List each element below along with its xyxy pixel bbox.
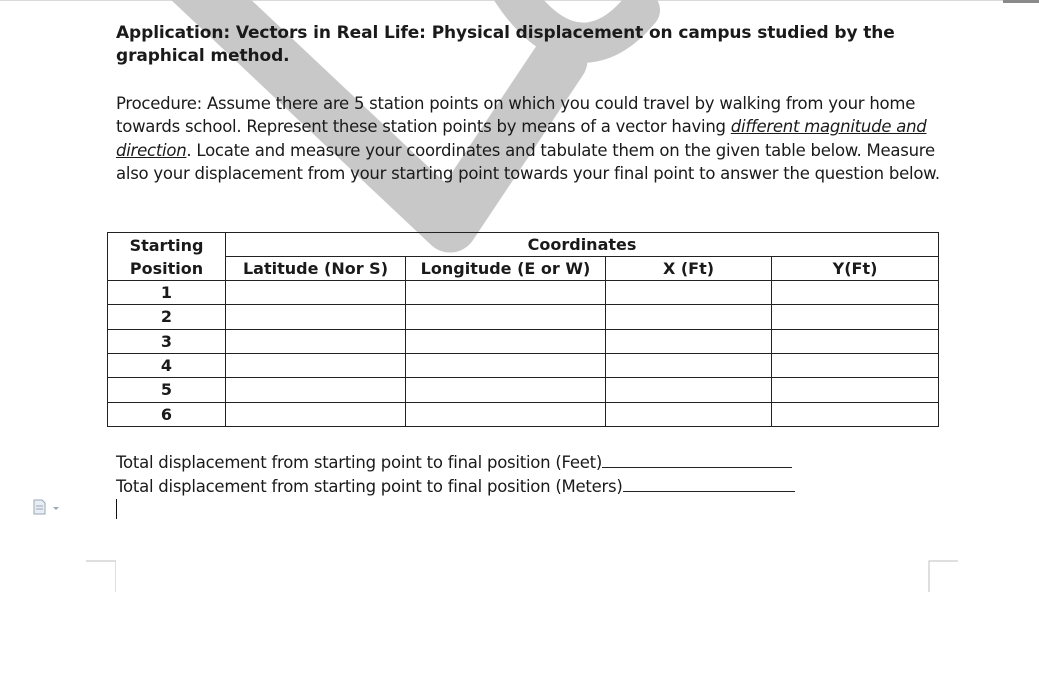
header-y-ft: Y(Ft) bbox=[772, 257, 939, 281]
cell-latitude[interactable] bbox=[226, 305, 406, 329]
cell-latitude[interactable] bbox=[226, 378, 406, 402]
top-border bbox=[0, 0, 1039, 1]
cell-y[interactable] bbox=[772, 402, 939, 426]
cell-y[interactable] bbox=[772, 353, 939, 377]
cell-x[interactable] bbox=[606, 402, 772, 426]
margin-corner-right bbox=[928, 560, 958, 592]
header-latitude: Latitude (Nor S) bbox=[226, 257, 406, 281]
cell-latitude[interactable] bbox=[226, 353, 406, 377]
header-starting-position bbox=[108, 233, 226, 281]
text-cursor bbox=[116, 499, 117, 519]
row-number: 3 bbox=[108, 329, 226, 353]
cell-y[interactable] bbox=[772, 378, 939, 402]
displacement-feet-line bbox=[116, 451, 792, 474]
document-options-icon[interactable] bbox=[33, 499, 61, 515]
table-row bbox=[108, 378, 939, 402]
procedure-emphasis: different magnitude and direction bbox=[116, 117, 927, 160]
cell-y[interactable] bbox=[772, 281, 939, 305]
procedure-text-start: Procedure: Assume there are 5 station points on which you could travel by walking from your home towards school. Represent these station points by means of a vector having bbox=[116, 94, 916, 137]
displacement-meters-line bbox=[116, 475, 795, 498]
procedure-paragraph bbox=[116, 92, 946, 185]
table-row bbox=[108, 402, 939, 426]
header-coordinates: Coordinates bbox=[226, 233, 939, 257]
cell-x[interactable] bbox=[606, 353, 772, 377]
header-position: Position bbox=[129, 258, 204, 278]
cell-latitude[interactable] bbox=[226, 281, 406, 305]
table-row bbox=[108, 305, 939, 329]
cell-latitude[interactable] bbox=[226, 402, 406, 426]
row-number: 2 bbox=[108, 305, 226, 329]
cell-x[interactable] bbox=[606, 281, 772, 305]
header-x-ft: X (Ft) bbox=[606, 257, 772, 281]
page-title: Application: Vectors in Real Life: Physical displacement on campus studied by the graphical method. bbox=[116, 23, 895, 66]
header-starting: Starting bbox=[129, 235, 204, 255]
procedure-text-end: . Locate and measure your coordinates and tabulate them on the given table below. Measure also your displacement from your starting point towards your final point to answer the question below. bbox=[116, 140, 940, 183]
cell-latitude[interactable] bbox=[226, 329, 406, 353]
cell-x[interactable] bbox=[606, 329, 772, 353]
table-row bbox=[108, 353, 939, 377]
cell-x[interactable] bbox=[606, 378, 772, 402]
cell-longitude[interactable] bbox=[406, 353, 606, 377]
cell-longitude[interactable] bbox=[406, 402, 606, 426]
cell-y[interactable] bbox=[772, 329, 939, 353]
displacement-meters-label: Total displacement from starting point to final position (Meters) bbox=[116, 477, 623, 496]
cell-longitude[interactable] bbox=[406, 305, 606, 329]
cell-longitude[interactable] bbox=[406, 281, 606, 305]
cell-y[interactable] bbox=[772, 305, 939, 329]
row-number: 4 bbox=[108, 353, 226, 377]
row-number: 6 bbox=[108, 402, 226, 426]
table-row bbox=[108, 281, 939, 305]
header-longitude: Longitude (E or W) bbox=[406, 257, 606, 281]
cell-longitude[interactable] bbox=[406, 329, 606, 353]
cell-x[interactable] bbox=[606, 305, 772, 329]
row-number: 1 bbox=[108, 281, 226, 305]
scrollbar-thumb[interactable] bbox=[1003, 0, 1039, 3]
displacement-feet-label: Total displacement from starting point to final position (Feet) bbox=[116, 453, 603, 472]
cell-longitude[interactable] bbox=[406, 378, 606, 402]
displacement-meters-blank[interactable] bbox=[623, 475, 795, 492]
row-number: 5 bbox=[108, 378, 226, 402]
margin-corner-left bbox=[86, 560, 116, 592]
displacement-feet-blank[interactable] bbox=[602, 451, 792, 468]
coordinates-table bbox=[107, 232, 939, 427]
table-row bbox=[108, 329, 939, 353]
